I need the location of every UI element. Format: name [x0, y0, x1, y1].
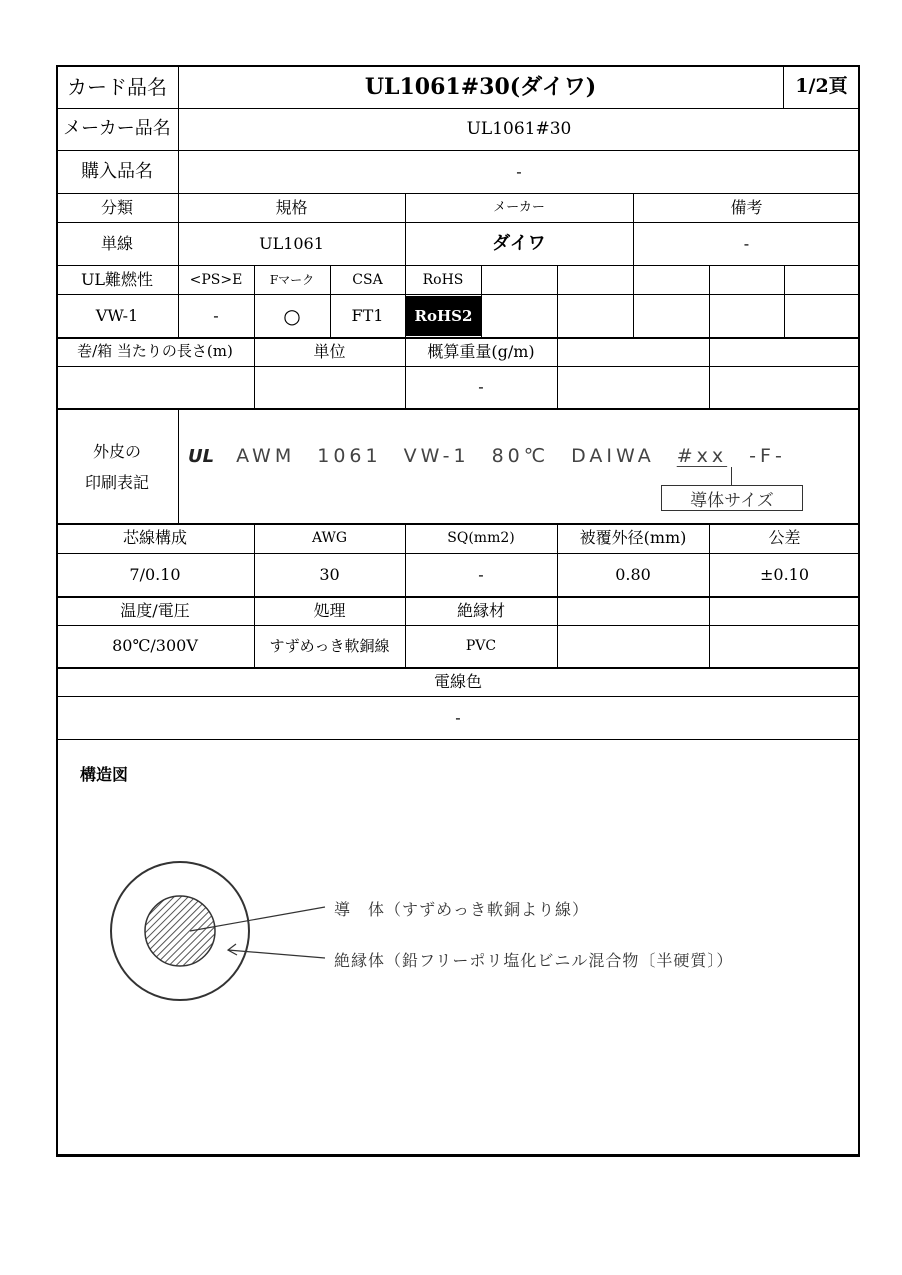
- standard-value: UL1061: [259, 233, 324, 253]
- wire-color-header: 電線色: [433, 671, 482, 691]
- ul-logo: UL: [188, 445, 215, 467]
- outer-diameter-value: 0.80: [615, 564, 651, 584]
- treatment-value: すずめっき軟銅線: [269, 636, 390, 655]
- unit-header: 単位: [313, 341, 346, 361]
- remarks-value: -: [743, 233, 750, 253]
- strand-construction-header: 芯線構成: [122, 528, 187, 547]
- awg-value: 30: [319, 564, 340, 584]
- print-marking-label-line1: 外皮の: [92, 441, 141, 461]
- card-name-value: UL1061#30(ダイワ): [364, 73, 597, 100]
- conductor-circle: [145, 896, 215, 966]
- strand-construction-value: 7/0.10: [129, 564, 181, 584]
- page-number: 1/2頁: [795, 75, 848, 97]
- marking-size-placeholder: #xx: [676, 445, 728, 467]
- print-marking-label: [56, 408, 178, 523]
- col-line: [557, 265, 558, 337]
- maker-header: メーカー: [493, 200, 545, 215]
- card-name-label: カード品名: [67, 74, 167, 99]
- classification-header: 分類: [100, 197, 133, 217]
- awg-header: AWG: [311, 530, 348, 546]
- pse-header: <PS>E: [189, 271, 243, 288]
- maker-name-value: UL1061#30: [466, 118, 572, 139]
- purchase-name-label: 購入品名: [81, 160, 153, 182]
- rohs-badge: RoHS2: [406, 296, 481, 336]
- approx-weight-header: 概算重量(g/m): [427, 341, 535, 361]
- length-per-reel-value: [56, 366, 254, 408]
- outer-diameter-header: 被覆外径(mm): [579, 528, 687, 547]
- insulation-header: 絶縁材: [456, 600, 505, 620]
- purchase-name-value: -: [516, 161, 522, 181]
- maker-name-label: メーカー品名: [63, 118, 171, 139]
- marking-part: DAIWA: [571, 445, 655, 467]
- treatment-header: 処理: [313, 600, 346, 620]
- sheet-bottom-double-line: [56, 1156, 860, 1157]
- col-line: [178, 408, 179, 523]
- col-line: [709, 337, 710, 408]
- tolerance-value: ±0.10: [759, 564, 810, 584]
- insulation-value: PVC: [465, 638, 497, 654]
- approx-weight-value: -: [478, 377, 484, 396]
- ul-flame-value: VW-1: [95, 305, 139, 325]
- wire-color-value: -: [455, 707, 461, 727]
- csa-value: FT1: [351, 305, 384, 325]
- tolerance-header: 公差: [768, 528, 801, 547]
- insulation-label: 絶縁体（鉛フリーポリ塩化ビニル混合物〔半硬質〕）: [334, 951, 734, 970]
- marking-part: 1061: [317, 445, 382, 467]
- maker-value: ダイワ: [492, 232, 546, 254]
- marking-part: VW-1: [403, 445, 470, 467]
- standard-header: 規格: [275, 197, 308, 217]
- rohs-header: RoHS: [422, 271, 464, 288]
- marking-part: 80℃: [491, 445, 550, 467]
- temp-voltage-value: 80℃/300V: [112, 636, 198, 655]
- print-marking-text: [188, 445, 786, 467]
- pse-value: -: [213, 305, 219, 325]
- temp-voltage-header: 温度/電圧: [120, 600, 190, 620]
- print-marking-label-line2: 印刷表記: [84, 472, 149, 492]
- conductor-label: 導 体（すずめっき軟銅より線）: [334, 900, 590, 919]
- cable-cross-section-diagram: [100, 850, 840, 1010]
- col-line: [481, 265, 482, 337]
- row-line: [56, 739, 860, 740]
- marking-part: AWM: [236, 445, 296, 467]
- col-line: [709, 265, 710, 337]
- csa-header: CSA: [352, 271, 383, 288]
- col-line: [633, 265, 634, 337]
- marking-part: -F-: [749, 445, 786, 467]
- f-mark-header: Fマーク: [269, 272, 315, 287]
- sq-value: -: [478, 564, 484, 584]
- structure-diagram-title: 構造図: [80, 765, 129, 784]
- unit-value: [254, 366, 405, 408]
- conductor-size-callout: 導体サイズ: [661, 485, 803, 511]
- f-mark-value: ○: [283, 303, 301, 328]
- ul-flame-header: UL難燃性: [80, 269, 154, 289]
- remarks-header: 備考: [730, 197, 763, 217]
- col-line: [784, 265, 785, 337]
- sq-header: SQ(mm2): [447, 530, 515, 546]
- classification-value: 単線: [100, 233, 133, 253]
- col-line: [557, 337, 558, 408]
- callout-leader-line: [731, 467, 732, 485]
- length-per-reel-header: 巻/箱 当たりの長さ(m): [77, 342, 233, 360]
